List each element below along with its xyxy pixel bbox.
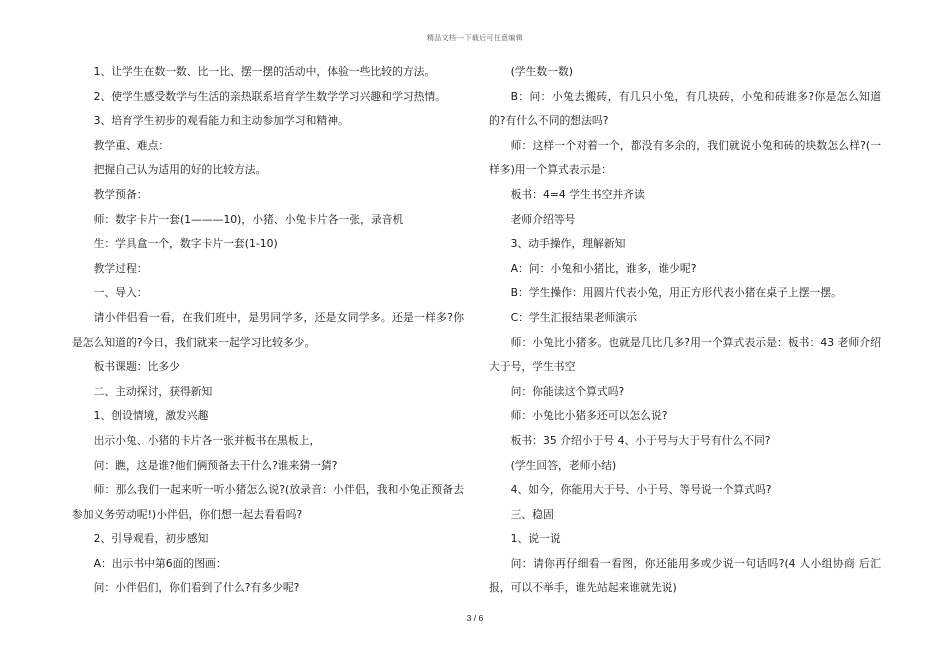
paragraph: 一、导入：	[93, 286, 148, 300]
paragraph: 师：这样一个对着一个，都没有多余的，我们就说小兔和砖的块数怎么样?(一样多)用一个算式表示是：	[489, 138, 881, 177]
paragraph: 2、引导观看，初步感知	[93, 532, 209, 546]
paragraph: 师：那么我们一起来听一听小猪怎么说?(放录音：小伴侣，我和小兔正预备去参加义务劳动呢!)小伴侣，你们想一起去看看吗?	[72, 483, 464, 521]
paragraph: A：出示书中第6面的图画：	[93, 556, 227, 570]
paragraph: (学生数一数)	[510, 65, 574, 78]
left-column	[72, 60, 464, 601]
right-column	[489, 60, 881, 601]
paragraph: 教学过程：	[93, 261, 148, 275]
paragraph: 板书：35 介绍小于号 4、小于号与大于号有什么不同?	[510, 433, 771, 447]
page-number: 3 / 6	[466, 613, 484, 623]
paragraph: 1、创设情境，激发兴趣	[93, 409, 209, 423]
paragraph: 问：你能读这个算式吗?	[510, 384, 625, 398]
paragraph: B：学生操作：用圆片代表小兔，用正方形代表小猪在桌子上摆一摆。	[510, 286, 842, 300]
paragraph: 3、动手操作，理解新知	[510, 237, 626, 251]
paragraph: 教学预备：	[93, 187, 148, 201]
paragraph: 1、让学生在数一数、比一比、摆一摆的活动中，体验一些比较的方法。	[93, 65, 436, 78]
paragraph: 师：数字卡片一套(1———10)，小猪、小兔卡片各一张，录音机	[93, 212, 404, 226]
paragraph: 2、使学生感受数学与生活的亲热联系培育学生数学学习兴趣和学习热情。	[93, 89, 446, 103]
paragraph: 二、主动探讨，获得新知	[93, 384, 213, 398]
paragraph: 4、如今，你能用大于号、小于号、等号说一个算式吗?	[510, 483, 772, 497]
paragraph: 问：瞧，这是谁?他们俩预备去干什么?谁来猜一猜?	[93, 458, 338, 472]
paragraph: 3、培育学生初步的观看能力和主动参加学习和精神。	[93, 114, 349, 128]
paragraph: 1、说一说	[510, 532, 561, 546]
paragraph: 问：请你再仔细看一看图，你还能用多或少说一句话吗?(4 人小组协商 后汇报，可以不举手，谁先站起来谁就先说)	[489, 556, 881, 595]
paragraph: A：问：小兔和小猪比，谁多，谁少呢?	[510, 261, 697, 275]
paragraph: 师：小兔比小猪多。也就是几比几多?用一个算式表示是：板书：43 老师介绍大于号，学生书空	[489, 335, 881, 374]
paragraph: C：学生汇报结果老师演示	[510, 310, 637, 324]
paragraph: 问：小伴侣们，你们看到了什么?有多少呢?	[93, 581, 300, 595]
paragraph: 师：小兔比小猪多还可以怎么说?	[510, 409, 668, 423]
paragraph: 板书课题：比多少	[93, 360, 180, 374]
paragraph: 把握自己认为适用的好的比较方法。	[93, 163, 267, 177]
paragraph: 生：学具盒一个，数字卡片一套(1-10)	[93, 237, 278, 251]
paragraph: 教学重、难点：	[93, 138, 170, 152]
paragraph: 请小伴侣看一看，在我们班中，是男同学多，还是女同学多。还是一样多?你是怎么知道的?今日，我们就来一起学习比较多少。	[72, 310, 464, 349]
paragraph: 板书：4=4 学生书空并齐读	[510, 187, 645, 201]
paragraph: 出示小兔、小猪的卡片各一张并板书在黑板上，	[93, 433, 321, 447]
paragraph: 三、稳固	[510, 507, 554, 521]
paragraph: 老师介绍等号	[510, 212, 576, 226]
page-header: 精品文档---下载后可任意编辑	[426, 34, 524, 42]
paragraph: (学生回答，老师小结)	[510, 458, 617, 472]
paragraph: B：问：小兔去搬砖，有几只小兔，有几块砖，小兔和砖谁多?你是怎么知道的?有什么不同的想法吗?	[489, 89, 881, 128]
